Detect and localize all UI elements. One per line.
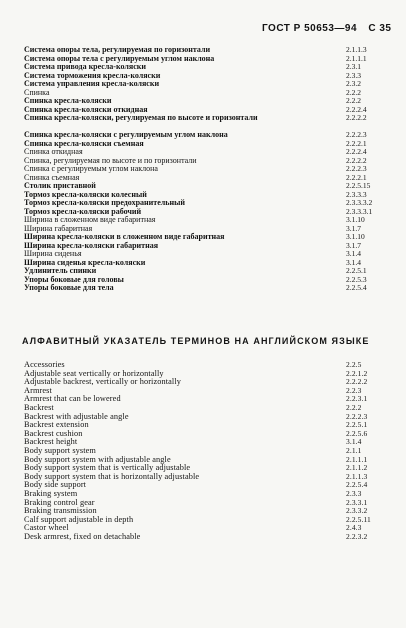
index-code: 2.2.2.2 [346, 377, 368, 387]
index-code: 2.2.2.1 [346, 172, 367, 182]
index-code: 2.1.1.3 [346, 45, 367, 54]
index-term: Удлинитель спинки [24, 266, 97, 275]
index-code: 3.1.10 [346, 232, 365, 241]
index-term: Система опоры тела с регулируемым углом наклона [24, 53, 215, 63]
index-code: 2.3.3 [346, 488, 362, 498]
index-term: Спинка кресла-коляски с регулируемым углом наклона [24, 130, 228, 139]
index-term: Body support system that is vertically adjustable [24, 463, 191, 473]
index-term: Braking system [24, 488, 78, 498]
index-term: Braking transmission [24, 506, 97, 516]
index-term: Ширина кресла-коляски в сложенном виде габаритная [24, 232, 225, 241]
index-code: 2.2.5 [346, 360, 362, 369]
index-code: 2.2.5.6 [346, 428, 368, 438]
index-term: Adjustable seat vertically or horizontally [24, 368, 164, 378]
index-term: Система привода кресла-коляски [24, 62, 146, 71]
index-term: Столик приставной [24, 181, 96, 190]
index-term: Desk armrest, fixed on detachable [24, 531, 141, 541]
index-term: Спинка кресла-коляски, регулируемая по высоте и горизонтали [24, 113, 258, 122]
index-code: 2.2.3 [346, 385, 362, 395]
index-term: Тормоз кресла-коляски рабочий [24, 206, 142, 216]
index-entry [24, 533, 384, 542]
index-entry [24, 395, 384, 404]
index-term: Спинка, регулируемая по высоте и по горизонтали [24, 155, 197, 165]
index-entry [24, 114, 384, 131]
index-entry [24, 516, 384, 525]
index-code: 2.2.2.3 [346, 130, 367, 139]
index-code: 2.2.5.4 [346, 283, 367, 292]
index-code: 3.1.10 [346, 215, 365, 224]
index-term: Тормоз кресла-коляски колесный [24, 189, 147, 199]
index-term: Body support system with adjustable angle [24, 454, 171, 464]
index-code: 2.2.5.3 [346, 274, 367, 284]
index-code: 2.2.2.4 [346, 147, 367, 156]
index-code: 3.1.4 [346, 437, 362, 447]
section-title: АЛФАВИТНЫЙ УКАЗАТЕЛЬ ТЕРМИНОВ НА АНГЛИЙСКОМ ЯЗЫКЕ [22, 336, 370, 346]
page-header [262, 23, 398, 34]
index-code: 2.2.5.15 [346, 181, 371, 190]
index-code: 2.2.3.1 [346, 394, 368, 404]
index-term: Ширина сиденья [24, 249, 82, 258]
index-code: 2.3.3.3 [346, 189, 367, 199]
index-term: Спинка кресла-коляски откидная [24, 104, 148, 114]
index-term: Body support system [24, 445, 96, 455]
index-term: Calf support adjustable in depth [24, 514, 134, 524]
index-term: Castor wheel [24, 523, 69, 533]
index-term: Упоры боковые для тела [24, 283, 114, 292]
index-term: Body support system that is horizontally adjustable [24, 471, 200, 481]
index-term: Упоры боковые для головы [24, 274, 124, 284]
russian-term-index [24, 46, 384, 293]
index-term: Armrest that can be lowered [24, 394, 121, 404]
index-term: Спинка кресла-коляски съемная [24, 138, 144, 148]
index-entry [24, 378, 384, 387]
index-code: 3.1.4 [346, 249, 361, 258]
index-term: Спинка откидная [24, 147, 83, 156]
index-code: 3.1.7 [346, 240, 361, 250]
index-code: 2.2.2.3 [346, 411, 368, 421]
index-entry [24, 481, 384, 490]
index-term: Body side support [24, 480, 87, 490]
page-number: С 35 [368, 23, 392, 34]
index-code: 2.3.3 [346, 70, 361, 80]
index-term: Спинка [24, 87, 50, 97]
index-code: 2.3.3.2 [346, 506, 368, 516]
index-entry [24, 284, 384, 293]
index-code: 2.2.2 [346, 402, 362, 412]
index-entry [24, 430, 384, 439]
index-term: Braking control gear [24, 497, 95, 507]
index-code: 2.2.2.1 [346, 138, 367, 148]
english-term-index [24, 361, 384, 541]
index-term: Ширина кресла-коляски габаритная [24, 240, 159, 250]
index-term: Спинка съемная [24, 172, 80, 182]
index-term: Система торможения кресла-коляски [24, 70, 161, 80]
index-term: Adjustable backrest, vertically or horizontally [24, 377, 181, 387]
index-code: 2.2.3.2 [346, 531, 368, 541]
index-code: 2.2.5.1 [346, 420, 368, 430]
index-code: 2.2.1.2 [346, 368, 368, 378]
index-code: 2.2.2 [346, 87, 361, 97]
index-code: 2.3.3.3.2 [346, 198, 373, 207]
index-code: 2.2.2.3 [346, 164, 367, 173]
index-code: 2.2.2 [346, 96, 361, 105]
index-code: 2.1.1.2 [346, 463, 368, 473]
index-term: Тормоз кресла-коляски предохранительный [24, 198, 185, 207]
index-term: Ширина габаритная [24, 223, 93, 233]
index-code: 3.1.7 [346, 223, 361, 233]
index-code: 2.1.1.1 [346, 53, 367, 63]
index-code: 2.2.2.2 [346, 155, 367, 165]
index-term: Спинка с регулируемым углом наклона [24, 164, 158, 173]
index-code: 2.3.2 [346, 79, 361, 88]
index-code: 2.2.2.2 [346, 113, 367, 122]
index-term: Backrest cushion [24, 428, 83, 438]
index-term: Система опоры тела, регулируемая по горизонтали [24, 45, 211, 54]
index-code: 2.1.1.1 [346, 454, 368, 464]
index-term: Ширина сиденья кресла-коляски [24, 257, 146, 267]
index-code: 2.2.2.4 [346, 104, 367, 114]
index-term: Ширина в сложенном виде габаритная [24, 215, 156, 224]
index-code: 3.1.4 [346, 257, 361, 267]
index-term: Backrest extension [24, 420, 89, 430]
index-term: Backrest height [24, 437, 78, 447]
index-code: 2.3.3.3.1 [346, 206, 373, 216]
index-code: 2.4.3 [346, 523, 362, 533]
index-code: 2.1.1 [346, 445, 362, 455]
index-code: 2.1.1.3 [346, 471, 368, 481]
index-term: Backrest with adjustable angle [24, 411, 129, 421]
index-term: Armrest [24, 385, 52, 395]
index-entry [24, 80, 384, 89]
index-term: Backrest [24, 402, 54, 412]
standard-code: ГОСТ Р 50653—94 [262, 23, 358, 34]
index-code: 2.2.5.4 [346, 480, 368, 490]
index-code: 2.3.1 [346, 62, 361, 71]
index-code: 2.3.3.1 [346, 497, 368, 507]
index-term: Спинка кресла-коляски [24, 96, 112, 105]
index-term: Accessories [24, 360, 65, 369]
index-code: 2.2.5.1 [346, 266, 367, 275]
index-term: Система управления кресла-коляски [24, 79, 160, 88]
index-code: 2.2.5.11 [346, 514, 371, 524]
